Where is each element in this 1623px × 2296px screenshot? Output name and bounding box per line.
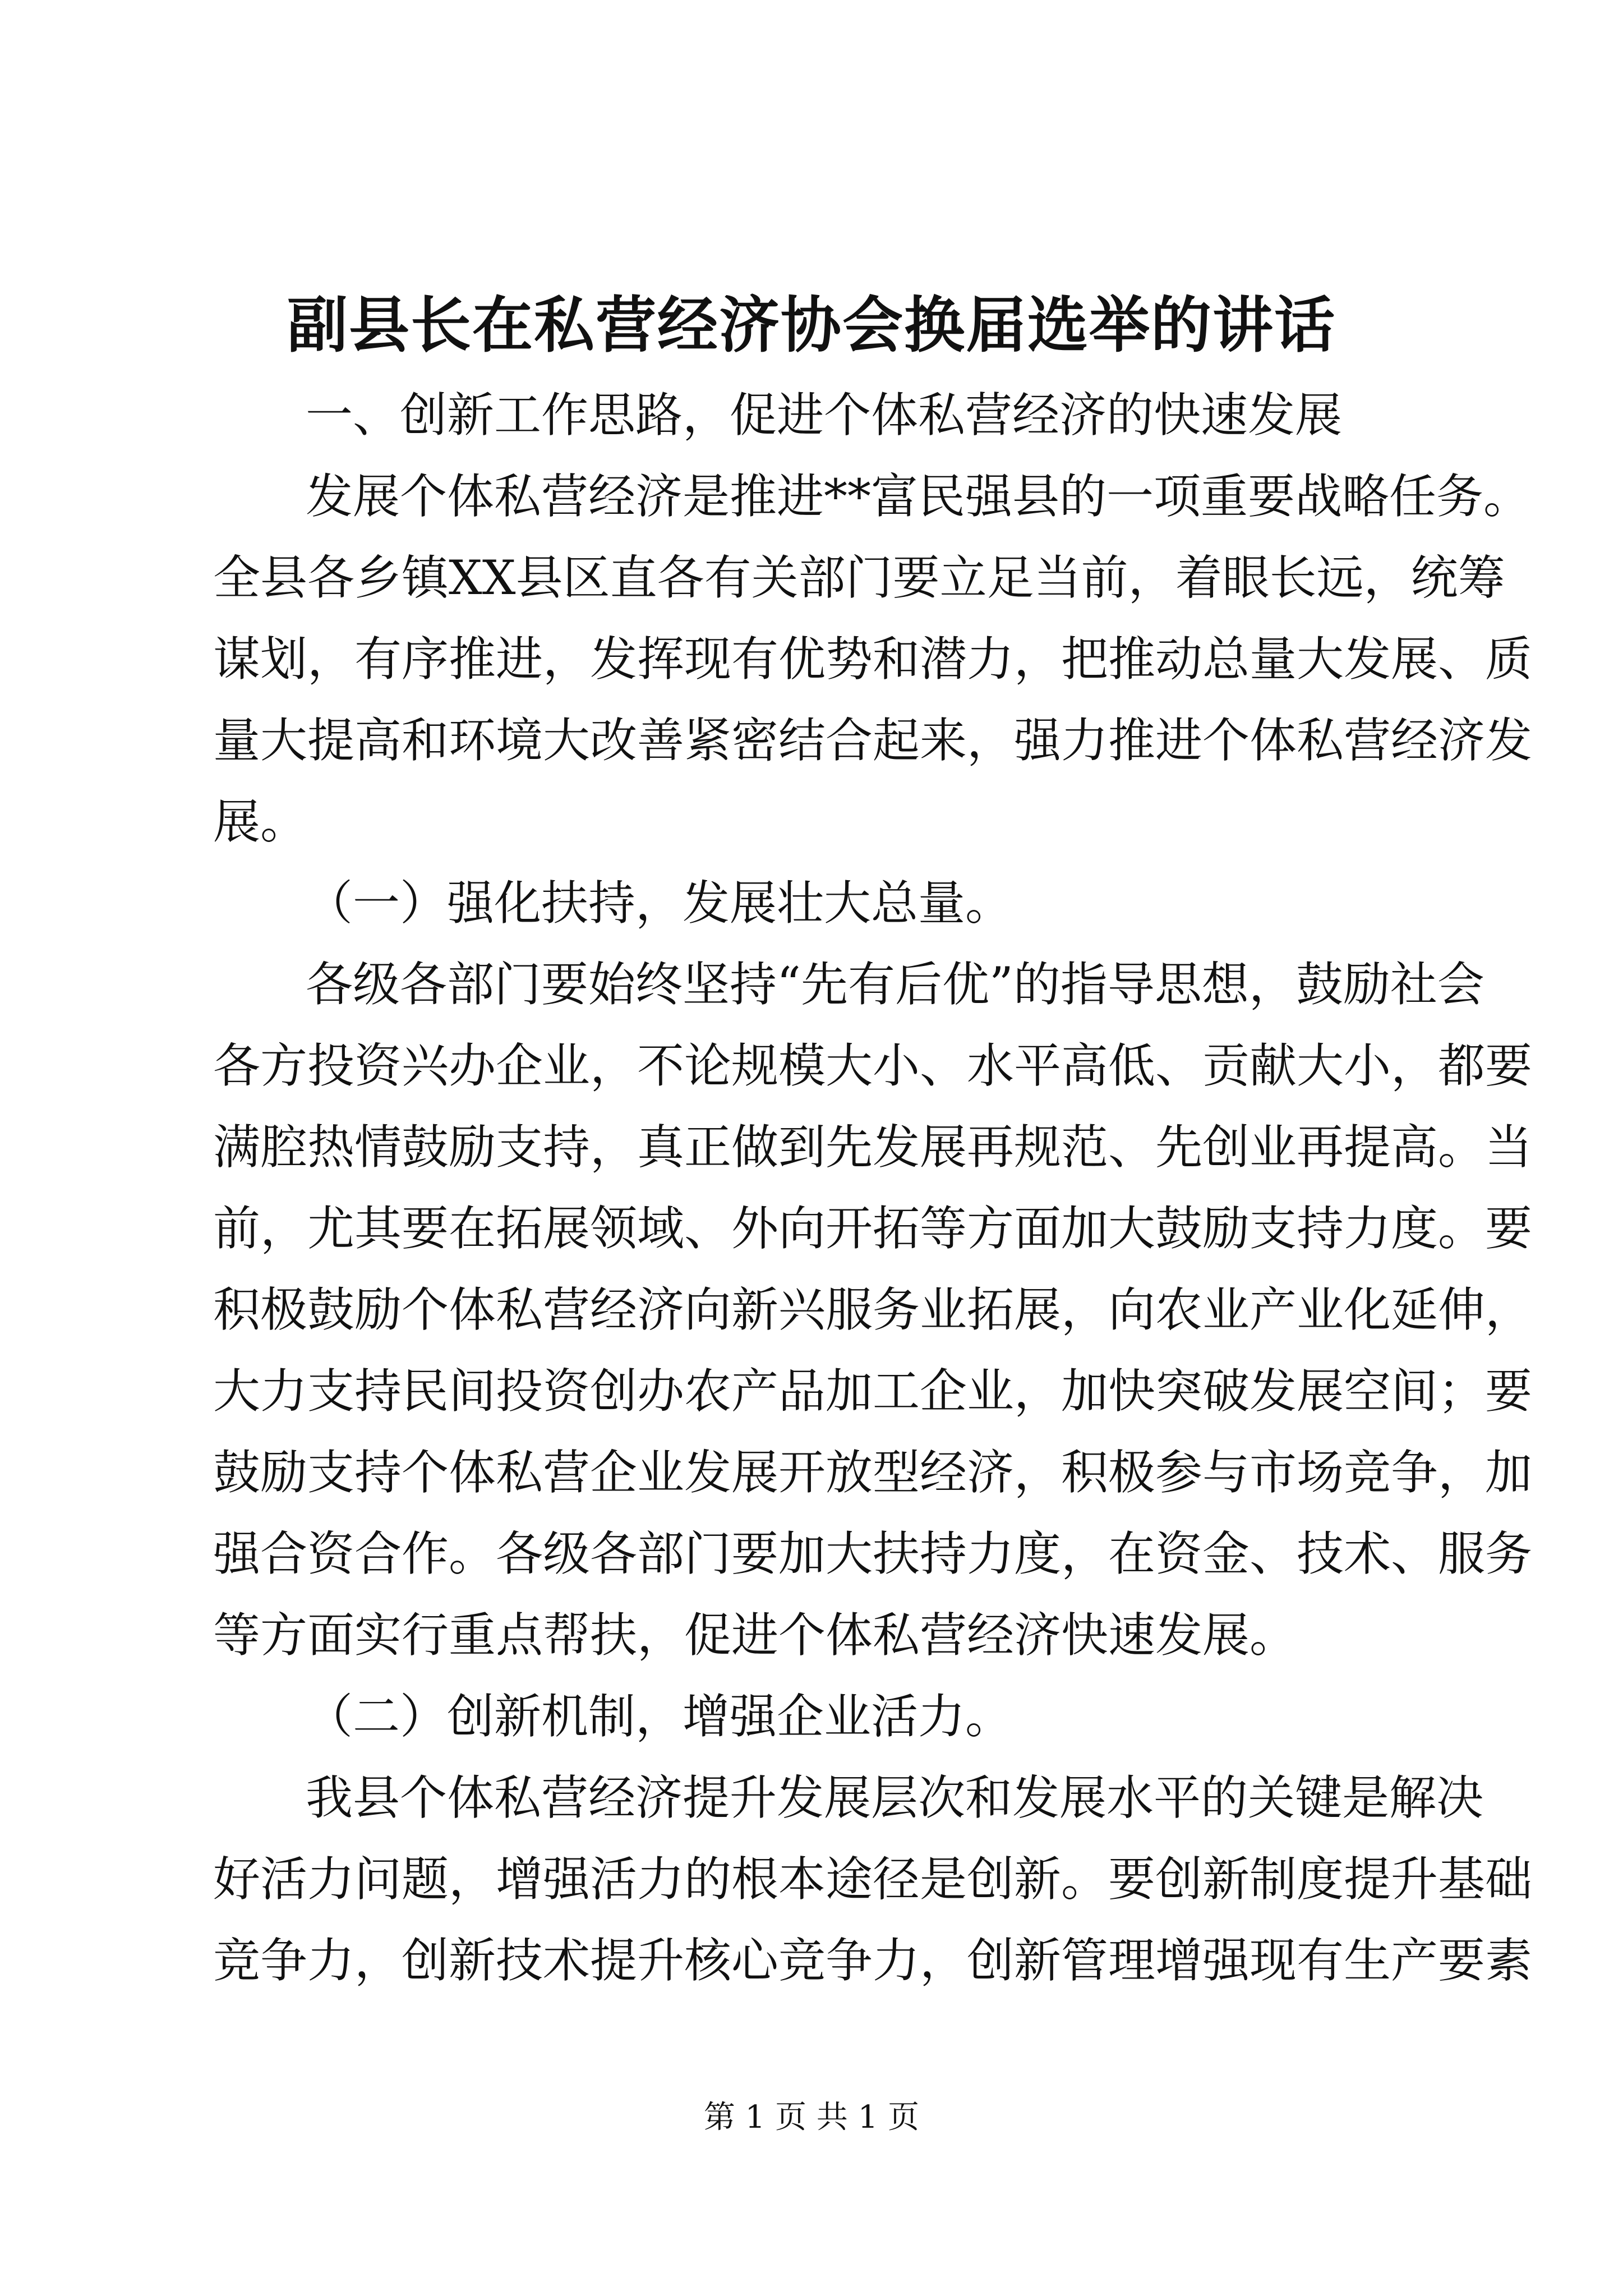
document-title: 副县长在私营经济协会换届选举的讲话 [287,290,1336,361]
paragraph-text: 量大提高和环境大改善紧密结合起来，强力推进个体私营经济发 [213,713,1533,768]
paragraph-text: 谋划，有序推进，发挥现有优势和潜力，把推动总量大发展、质 [213,632,1533,687]
subheading-text: （二）创新机制，增强企业活力。 [306,1689,1013,1744]
heading-line [0,387,1623,443]
heading-text: 一、创新工作思路，促进个体私营经济的快速发展 [306,388,1343,443]
paragraph-text: 等方面实行重点帮扶，促进个体私营经济快速发展。 [213,1608,1297,1663]
paragraph-line [0,1200,1623,1257]
paragraph-text: 发展个体私营经济是推进**富民强县的一项重要战略任务。 [306,469,1531,524]
paragraph-text: 我县个体私营经济提升发展层次和发展水平的关键是解决 [306,1770,1484,1825]
paragraph-line [0,1119,1623,1175]
paragraph-line [0,712,1623,769]
paragraph-text: 大力支持民间投资创办农产品加工企业，加快突破发展空间；要 [213,1364,1533,1419]
paragraph-text: 前，尤其要在拓展领域、外向开拓等方面加大鼓励支持力度。要 [213,1201,1533,1256]
paragraph-text: 各方投资兴办企业，不论规模大小、水平高低、贡献大小，都要 [213,1038,1533,1093]
paragraph-line [0,1770,1623,1826]
paragraph-text: 满腔热情鼓励支持，真正做到先发展再规范、先创业再提高。当 [213,1120,1533,1175]
paragraph-line [0,1444,1623,1501]
subheading-line [0,875,1623,931]
paragraph-line [0,1038,1623,1094]
paragraph-line [0,1282,1623,1338]
paragraph-text: 竞争力，创新技术提升核心竞争力，创新管理增强现有生产要素 [213,1933,1533,1988]
subheading-line [0,1688,1623,1745]
paragraph-line [0,1607,1623,1663]
paragraph-line [0,794,1623,850]
paragraph-line [0,1363,1623,1419]
paragraph-line [0,468,1623,524]
paragraph-text: 展。 [213,794,308,849]
paragraph-line [0,1526,1623,1582]
paragraph-text: 全县各乡镇XX县区直各有关部门要立足当前，着眼长远，统筹 [213,550,1505,605]
paragraph-text: 积极鼓励个体私营经济向新兴服务业拓展，向农业产业化延伸， [213,1282,1533,1337]
paragraph-text: 各级各部门要始终坚持“先有后优”的指导思想，鼓励社会 [306,957,1484,1012]
paragraph-line [0,956,1623,1013]
paragraph-text: 鼓励支持个体私营企业发展开放型经济，积极参与市场竞争，加 [213,1445,1533,1500]
paragraph-line [0,1851,1623,1907]
paragraph-line [0,1932,1623,1989]
subheading-text: （一）强化扶持，发展壮大总量。 [306,876,1013,931]
paragraph-text: 好活力问题，增强活力的根本途径是创新。要创新制度提升基础 [213,1852,1533,1907]
paragraph-line [0,550,1623,606]
paragraph-text: 强合资合作。各级各部门要加大扶持力度，在资金、技术、服务 [213,1526,1533,1581]
page-footer: 第 1 页 共 1 页 [703,2099,920,2136]
paragraph-line [0,631,1623,687]
